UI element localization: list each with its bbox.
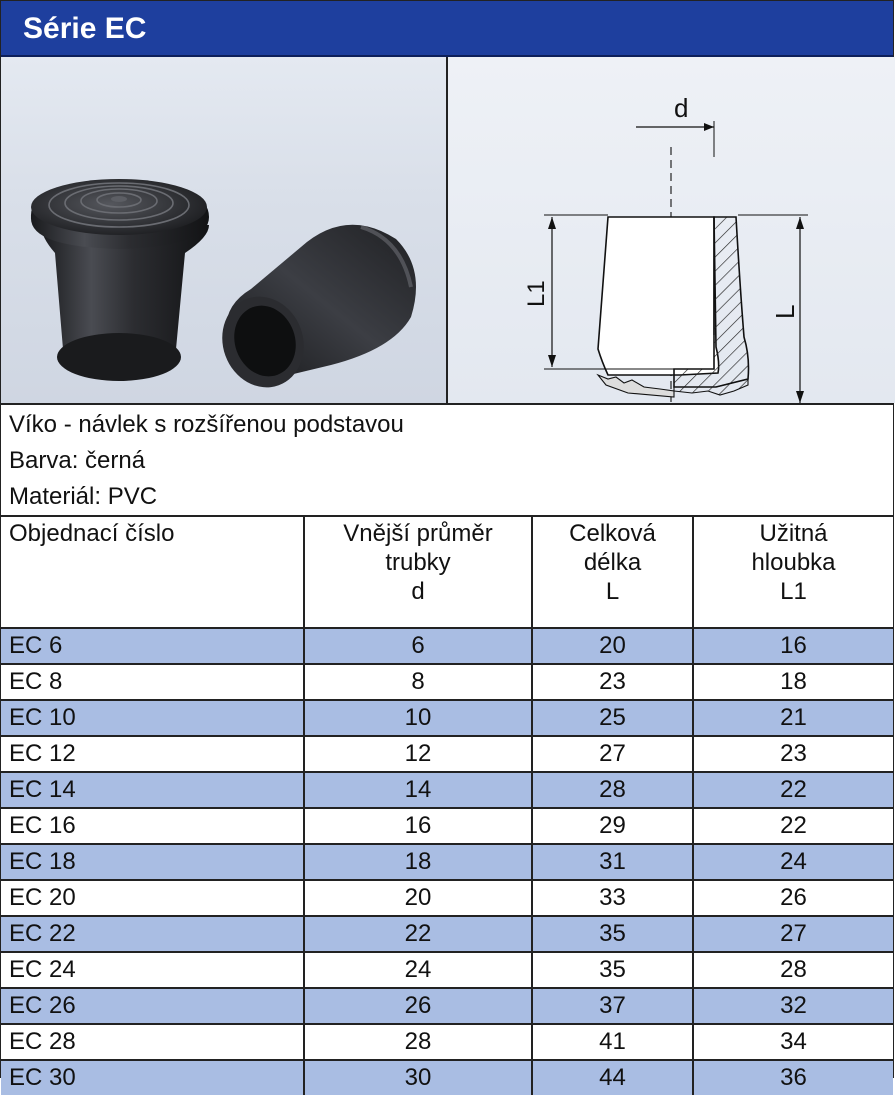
table-row xyxy=(1,1024,893,1060)
cell-useful-depth: 23 xyxy=(693,736,893,772)
cell-outer-diameter: 18 xyxy=(304,844,532,880)
cell-total-length: 27 xyxy=(532,736,693,772)
product-photo xyxy=(1,57,448,403)
cross-section-drawing xyxy=(448,57,895,403)
cell-useful-depth: 22 xyxy=(693,808,893,844)
label-d: d xyxy=(674,93,689,123)
image-row xyxy=(1,57,893,405)
cell-order-number: EC 28 xyxy=(1,1024,304,1060)
description-color: Barva: černá xyxy=(9,447,146,474)
cell-useful-depth: 26 xyxy=(693,880,893,916)
cell-outer-diameter: 16 xyxy=(304,808,532,844)
cell-outer-diameter: 6 xyxy=(304,628,532,664)
table-header-row xyxy=(1,517,893,628)
spec-table xyxy=(1,517,893,1095)
cell-total-length: 28 xyxy=(532,772,693,808)
cell-order-number: EC 16 xyxy=(1,808,304,844)
cell-useful-depth: 32 xyxy=(693,988,893,1024)
description-type: Víko - návlek s rozšířenou podstavou xyxy=(9,411,404,438)
cell-outer-diameter: 30 xyxy=(304,1060,532,1095)
cell-outer-diameter: 22 xyxy=(304,916,532,952)
cell-outer-diameter: 8 xyxy=(304,664,532,700)
end-cap-closed xyxy=(31,179,209,381)
table-row xyxy=(1,916,893,952)
cell-useful-depth: 18 xyxy=(693,664,893,700)
table-row xyxy=(1,988,893,1024)
cell-total-length: 37 xyxy=(532,988,693,1024)
cell-useful-depth: 24 xyxy=(693,844,893,880)
cell-useful-depth: 34 xyxy=(693,1024,893,1060)
cell-outer-diameter: 26 xyxy=(304,988,532,1024)
table-row xyxy=(1,952,893,988)
cell-total-length: 31 xyxy=(532,844,693,880)
table-row xyxy=(1,628,893,664)
cell-order-number: EC 10 xyxy=(1,700,304,736)
description-material: Materiál: PVC xyxy=(9,483,158,510)
cell-order-number: EC 12 xyxy=(1,736,304,772)
label-l: L xyxy=(770,304,800,319)
cell-total-length: 25 xyxy=(532,700,693,736)
table-row xyxy=(1,664,893,700)
table-row xyxy=(1,736,893,772)
end-cap-photo xyxy=(1,57,446,403)
cell-total-length: 35 xyxy=(532,916,693,952)
cell-order-number: EC 26 xyxy=(1,988,304,1024)
table-row xyxy=(1,700,893,736)
cell-useful-depth: 28 xyxy=(693,952,893,988)
cell-outer-diameter: 12 xyxy=(304,736,532,772)
table-row xyxy=(1,844,893,880)
cell-total-length: 20 xyxy=(532,628,693,664)
cell-useful-depth: 22 xyxy=(693,772,893,808)
cell-outer-diameter: 20 xyxy=(304,880,532,916)
cell-useful-depth: 36 xyxy=(693,1060,893,1095)
cell-order-number: EC 8 xyxy=(1,664,304,700)
cell-order-number: EC 22 xyxy=(1,916,304,952)
series-title: Série EC xyxy=(1,1,893,57)
cell-outer-diameter: 14 xyxy=(304,772,532,808)
cell-outer-diameter: 28 xyxy=(304,1024,532,1060)
cell-total-length: 29 xyxy=(532,808,693,844)
cell-useful-depth: 16 xyxy=(693,628,893,664)
header-useful-depth: Užitná hloubka L1 xyxy=(693,517,893,628)
cell-order-number: EC 30 xyxy=(1,1060,304,1095)
cell-total-length: 33 xyxy=(532,880,693,916)
cell-order-number: EC 18 xyxy=(1,844,304,880)
table-row xyxy=(1,880,893,916)
cell-total-length: 41 xyxy=(532,1024,693,1060)
table-row xyxy=(1,772,893,808)
header-outer-diameter: Vnější průměr trubky d xyxy=(304,517,532,628)
cell-total-length: 44 xyxy=(532,1060,693,1095)
technical-drawing xyxy=(448,57,895,403)
cell-total-length: 23 xyxy=(532,664,693,700)
cell-outer-diameter: 10 xyxy=(304,700,532,736)
cell-useful-depth: 27 xyxy=(693,916,893,952)
table-row xyxy=(1,808,893,844)
cell-order-number: EC 6 xyxy=(1,628,304,664)
cell-order-number: EC 20 xyxy=(1,880,304,916)
table-row xyxy=(1,1060,893,1095)
cell-outer-diameter: 24 xyxy=(304,952,532,988)
header-order-number: Objednací číslo xyxy=(1,517,304,628)
cell-order-number: EC 24 xyxy=(1,952,304,988)
cell-order-number: EC 14 xyxy=(1,772,304,808)
end-cap-open xyxy=(210,225,416,399)
header-total-length: Celková délka L xyxy=(532,517,693,628)
label-l1: L1 xyxy=(523,280,550,307)
cell-useful-depth: 21 xyxy=(693,700,893,736)
cell-total-length: 35 xyxy=(532,952,693,988)
product-description xyxy=(1,405,893,517)
table-body xyxy=(1,628,893,1095)
